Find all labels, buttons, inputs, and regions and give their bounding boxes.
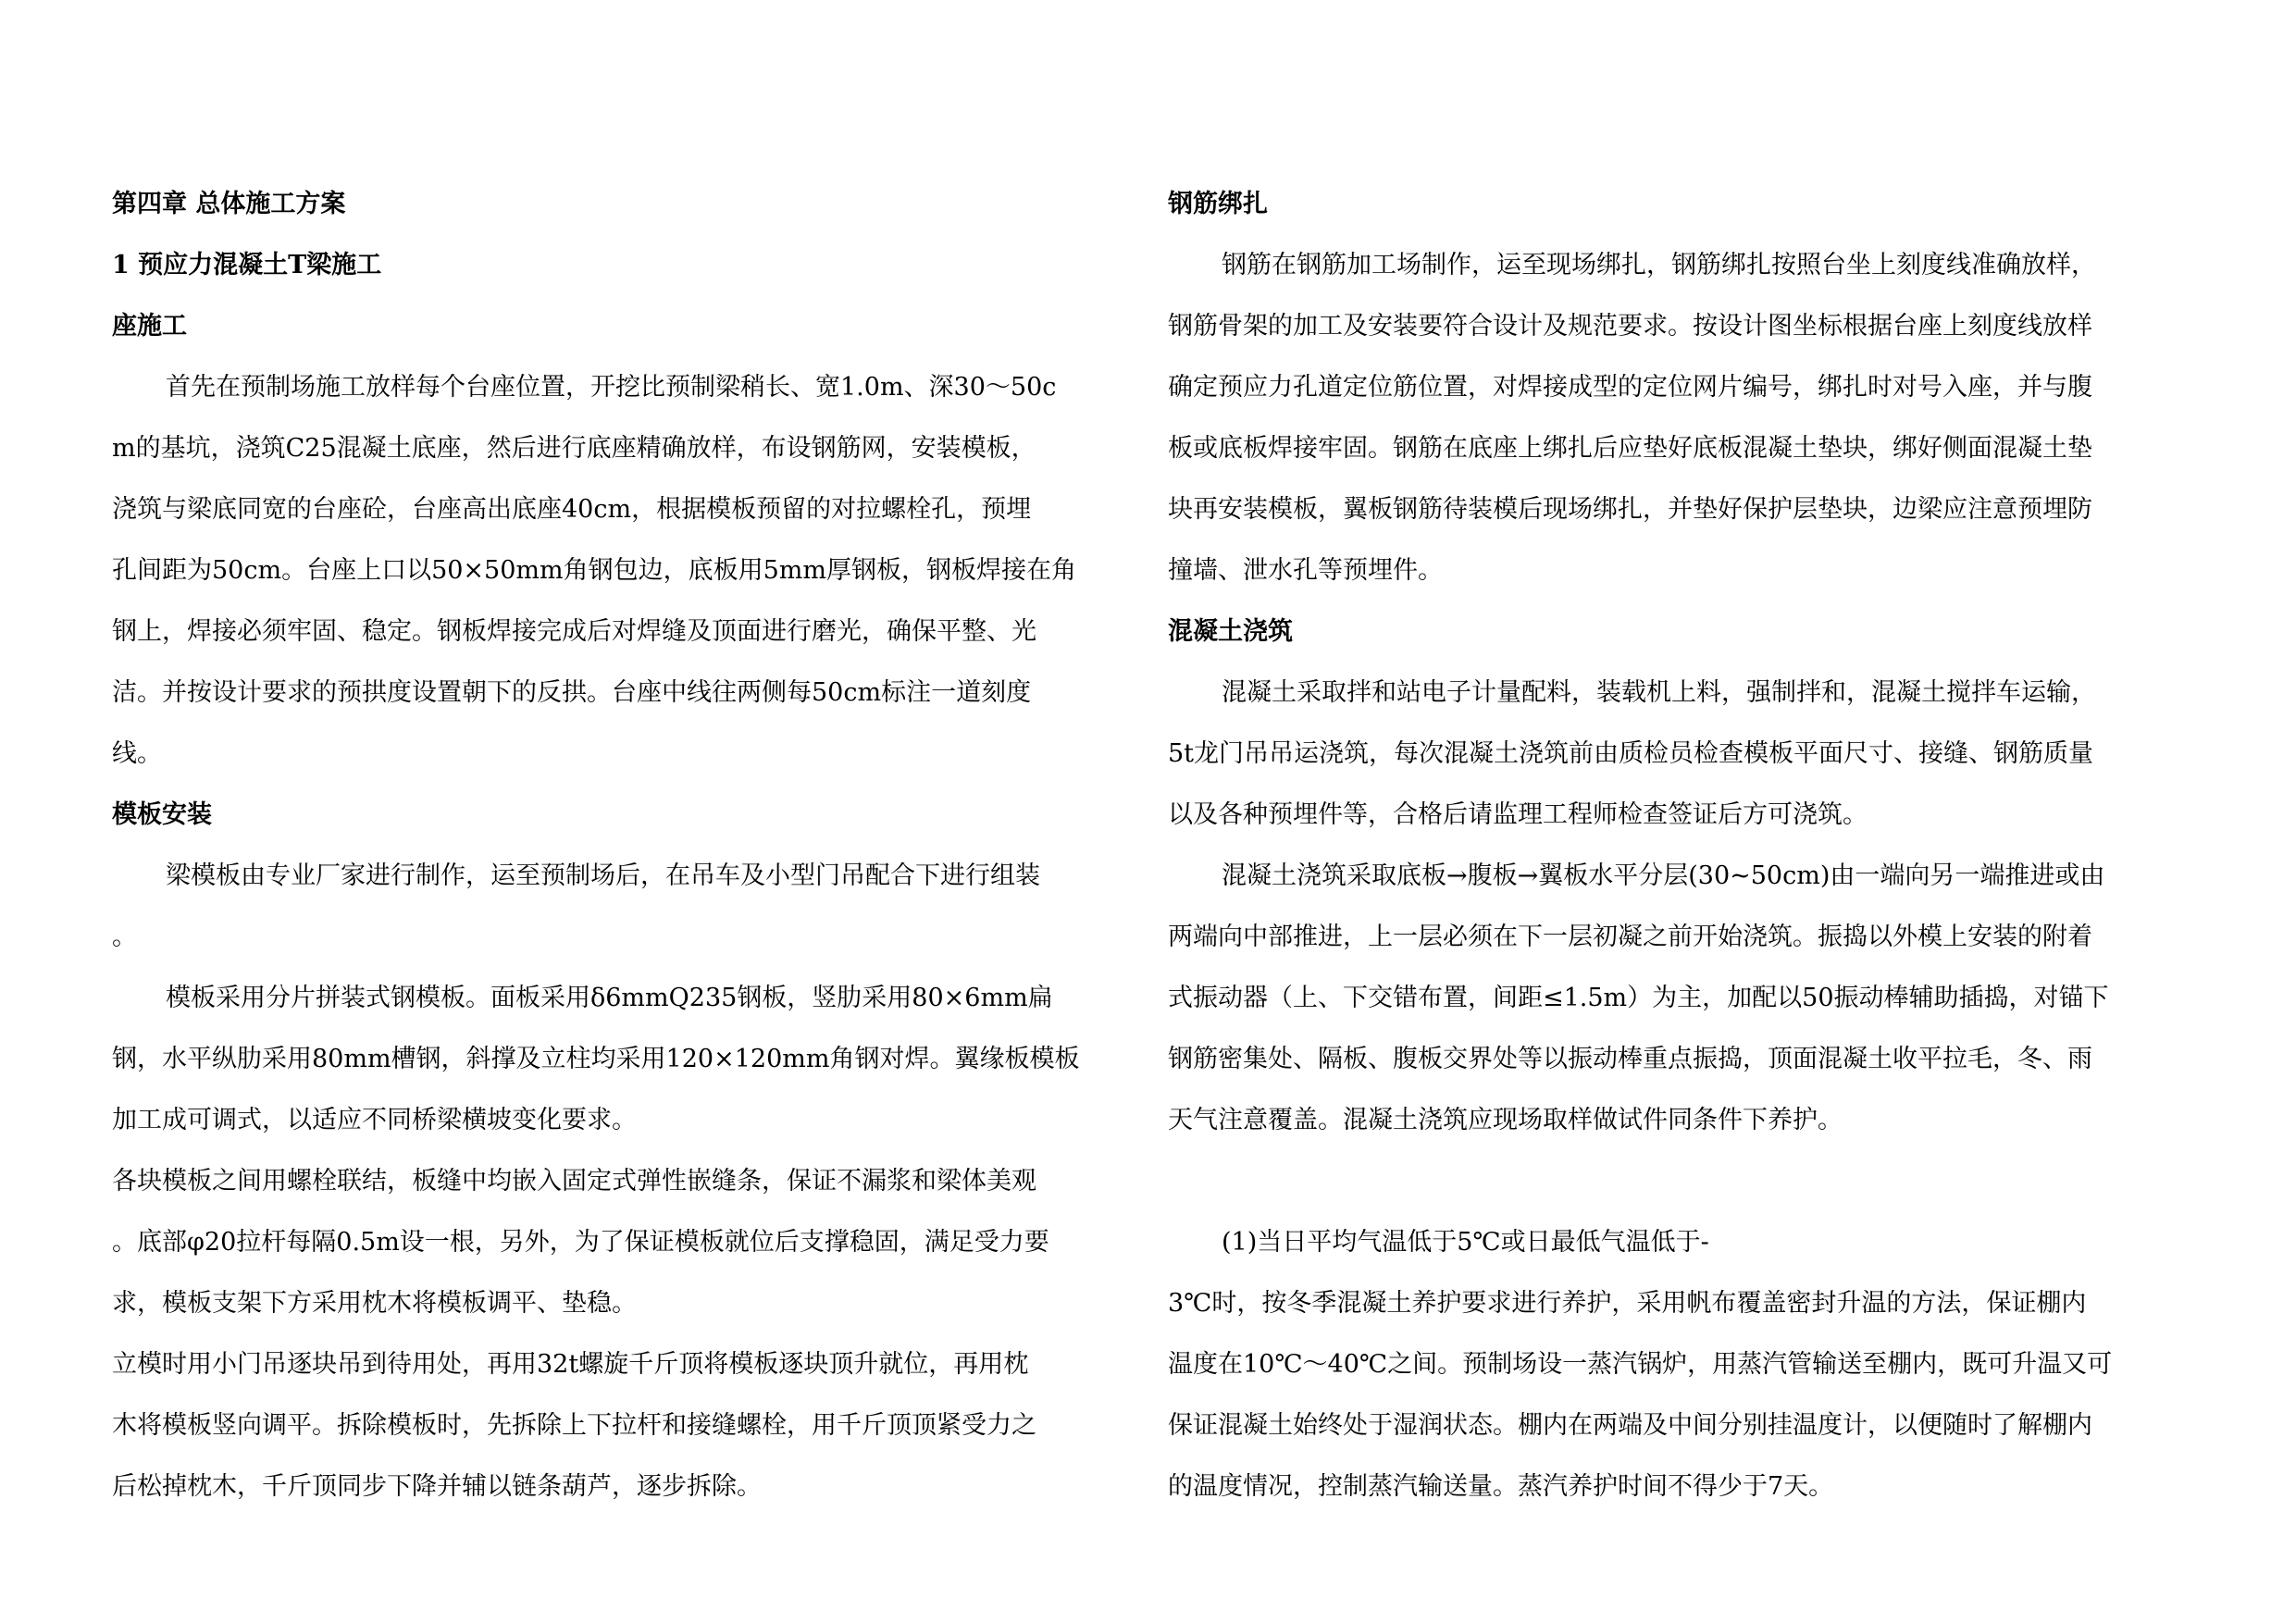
- subsection-title-concrete: 混凝土浇筑: [1168, 617, 1293, 646]
- text-line: 混凝土采取拌和站电子计量配料，装载机上料，强制拌和，混凝土搅拌车运输，: [1222, 678, 2096, 707]
- right-column: [1168, 174, 2177, 1518]
- text-line: (1)当日平均气温低于5℃或日最低气温低于-: [1222, 1228, 1709, 1257]
- paragraph-concrete-1: [1168, 663, 2177, 846]
- text-line: 立模时用小门吊逐块吊到待用处，再用32t螺旋千斤顶将模板逐块顶升就位，再用枕: [112, 1350, 1029, 1379]
- paragraph-concrete-2: [1168, 846, 2177, 1151]
- text-line: 后松掉枕木，千斤顶同步下降并辅以链条葫芦，逐步拆除。: [112, 1472, 762, 1501]
- text-line: 加工成可调式，以适应不同桥梁横坡变化要求。: [112, 1106, 637, 1134]
- text-line: 确定预应力孔道定位筋位置，对焊接成型的定位网片编号，绑扎时对号入座，并与腹: [1168, 373, 2092, 402]
- text-line: 5t龙门吊吊运浇筑，每次混凝土浇筑前由质检员检查模板平面尺寸、接缝、钢筋质量: [1168, 739, 2094, 768]
- text-line: 两端向中部推进，上一层必须在下一层初凝之前开始浇筑。振捣以外模上安装的附着: [1168, 923, 2092, 951]
- text-line: 首先在预制场施工放样每个台座位置，开挖比预制梁稍长、宽1.0m、深30～50c: [166, 373, 1057, 402]
- left-column: [112, 174, 1121, 1518]
- subsection-title-rebar: 钢筋绑扎: [1168, 190, 1268, 218]
- blank-line: [1168, 1151, 2177, 1212]
- text-line: 块再安装模板，翼板钢筋待装模后现场绑扎，并垫好保护层垫块，边梁应注意预埋防: [1168, 495, 2092, 524]
- paragraph-formwork-4: [112, 1334, 1121, 1518]
- text-line: 以及各种预埋件等，合格后请监理工程师检查签证后方可浇筑。: [1168, 800, 1868, 829]
- text-line: 木将模板竖向调平。拆除模板时，先拆除上下拉杆和接缝螺栓，用千斤顶顶紧受力之: [112, 1411, 1036, 1440]
- text-line: 求，模板支架下方采用枕木将模板调平、垫稳。: [112, 1289, 637, 1318]
- subsection-title-base: 座施工: [112, 312, 187, 341]
- text-line: 混凝土浇筑采取底板→腹板→翼板水平分层(30~50cm)由一端向另一端推进或由: [1222, 861, 2105, 890]
- text-line: 钢上，焊接必须牢固、稳定。钢板焊接完成后对焊缝及顶面进行磨光，确保平整、光: [112, 617, 1036, 646]
- text-line: 天气注意覆盖。混凝土浇筑应现场取样做试件同条件下养护。: [1168, 1106, 1843, 1134]
- section-title: 1 预应力混凝土T梁施工: [112, 251, 382, 279]
- text-line: 板或底板焊接牢固。钢筋在底座上绑扎后应垫好底板混凝土垫块，绑好侧面混凝土垫: [1168, 434, 2092, 463]
- text-line: 。底部φ20拉杆每隔0.5m设一根，另外，为了保证模板就位后支撑稳固，满足受力要: [112, 1228, 1049, 1257]
- text-line: 钢筋在钢筋加工场制作，运至现场绑扎，钢筋绑扎按照台坐上刻度线准确放样，: [1222, 251, 2096, 279]
- text-line: 线。: [112, 739, 162, 768]
- text-line: 模板采用分片拼装式钢模板。面板采用δ6mmQ235钢板，竖肋采用80×6mm扁: [166, 984, 1053, 1012]
- paragraph-formwork-2: [112, 968, 1121, 1151]
- text-line: 的温度情况，控制蒸汽输送量。蒸汽养护时间不得少于7天。: [1168, 1472, 1834, 1501]
- text-line: 保证混凝土始终处于湿润状态。棚内在两端及中间分别挂温度计，以便随时了解棚内: [1168, 1411, 2092, 1440]
- text-line: 浇筑与梁底同宽的台座砼，台座高出底座40cm，根据模板预留的对拉螺栓孔，预埋: [112, 495, 1032, 524]
- paragraph-base-construction: [112, 357, 1121, 785]
- text-line: m的基坑，浇筑C25混凝土底座，然后进行底座精确放样，布设钢筋网，安装模板，: [112, 434, 1036, 463]
- text-line: 钢筋骨架的加工及安装要符合设计及规范要求。按设计图坐标根据台座上刻度线放样: [1168, 312, 2092, 341]
- subsection-title-formwork: 模板安装: [112, 800, 212, 829]
- text-line: 撞墙、泄水孔等预埋件。: [1168, 556, 1443, 585]
- text-line: 温度在10℃～40℃之间。预制场设一蒸汽锅炉，用蒸汽管输送至棚内，既可升温又可: [1168, 1350, 2113, 1379]
- paragraph-formwork-3: [112, 1151, 1121, 1334]
- text-line: 孔间距为50cm。台座上口以50×50mm角钢包边，底板用5mm厚钢板，钢板焊接在角: [112, 556, 1077, 585]
- text-line: 各块模板之间用螺栓联结，板缝中均嵌入固定式弹性嵌缝条，保证不漏浆和梁体美观: [112, 1167, 1036, 1196]
- text-line: 钢筋密集处、隔板、腹板交界处等以振动棒重点振捣，顶面混凝土收平拉毛，冬、雨: [1168, 1045, 2092, 1073]
- text-line: 梁模板由专业厂家进行制作，运至预制场后，在吊车及小型门吊配合下进行组装: [166, 861, 1040, 890]
- text-line: 钢，水平纵肋采用80mm槽钢，斜撑及立柱均采用120×120mm角钢对焊。翼缘板模板: [112, 1045, 1080, 1073]
- paragraph-formwork-1: [112, 846, 1121, 968]
- text-line: 3℃时，按冬季混凝土养护要求进行养护，采用帆布覆盖密封升温的方法，保证棚内: [1168, 1289, 2087, 1318]
- paragraph-rebar: [1168, 235, 2177, 601]
- text-line: 。: [112, 923, 137, 951]
- chapter-title: 第四章 总体施工方案: [112, 190, 346, 218]
- text-line: 洁。并按设计要求的预拱度设置朝下的反拱。台座中线往两侧每50cm标注一道刻度: [112, 678, 1032, 707]
- text-line: 式振动器（上、下交错布置，间距≤1.5m）为主，加配以50振动棒辅助插捣，对锚下: [1168, 984, 2109, 1012]
- paragraph-winter-curing: [1168, 1212, 2177, 1518]
